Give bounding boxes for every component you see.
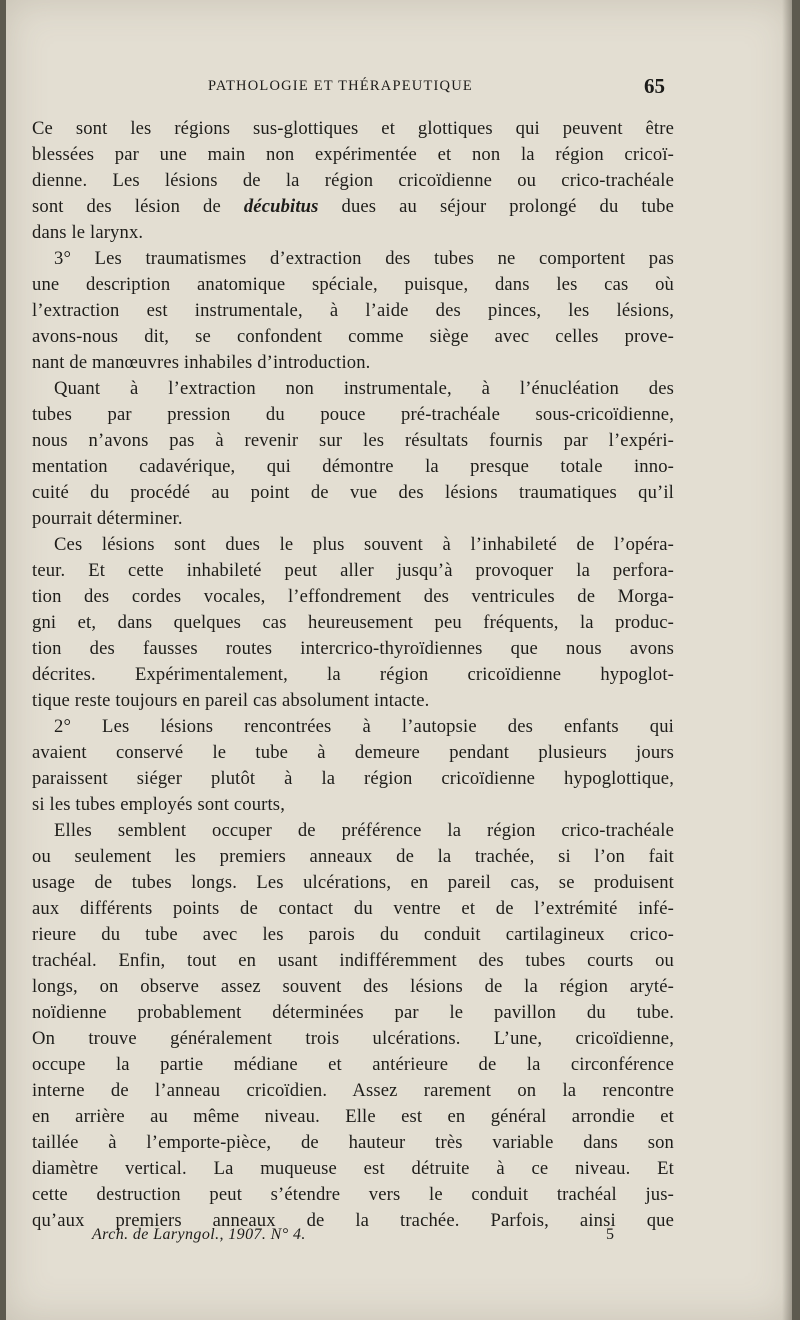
text-line: cette destruction peut s’étendre vers le conduit trachéal jus- xyxy=(32,1184,674,1205)
emphasis-word: décubitus xyxy=(243,196,319,217)
text-line: diamètre vertical. La muqueuse est détruite à ce niveau. Et xyxy=(32,1158,674,1179)
text-segment: sont des lésion de xyxy=(32,196,244,217)
text-line: Ce sont les régions sus-glottiques et glottiques qui peuvent être xyxy=(32,118,674,139)
text-line: blessées par une main non expérimentée et non la région cricoï- xyxy=(32,144,674,165)
text-line: interne de l’anneau cricoïdien. Assez rarement on la rencontre xyxy=(32,1080,674,1101)
document-page xyxy=(6,0,792,1320)
text-line: décrites. Expérimentalement, la région cricoïdienne hypoglot- xyxy=(32,664,674,685)
text-line: une description anatomique spéciale, puisque, dans les cas où xyxy=(32,274,674,295)
text-line: teur. Et cette inhabileté peut aller jusqu’à provoquer la perfora- xyxy=(32,560,674,581)
text-line: occupe la partie médiane et antérieure de la circonférence xyxy=(32,1054,674,1075)
page-footer xyxy=(6,1226,792,1250)
text-line: dienne. Les lésions de la région cricoïdienne ou crico-trachéale xyxy=(32,170,674,191)
text-line: aux différents points de contact du ventre et de l’extrémité infé- xyxy=(32,898,674,919)
text-line: trachéal. Enfin, tout en usant indifféremment des tubes courts ou xyxy=(32,950,674,971)
text-line: noïdienne probablement déterminées par le pavillon du tube. xyxy=(32,1002,674,1023)
text-line: nant de manœuvres inhabiles d’introduction. xyxy=(32,352,371,373)
text-line: nous n’avons pas à revenir sur les résultats fournis par l’expéri- xyxy=(32,430,674,451)
text-line: longs, on observe assez souvent des lésions de la région aryté- xyxy=(32,976,674,997)
text-line: avaient conservé le tube à demeure pendant plusieurs jours xyxy=(32,742,674,763)
running-title: PATHOLOGIE ET THÉRAPEUTIQUE xyxy=(208,78,473,94)
text-line: Quant à l’extraction non instrumentale, à l’énucléation des xyxy=(54,378,674,399)
footer-signature: 5 xyxy=(606,1226,614,1243)
running-head xyxy=(6,74,792,100)
text-line: On trouve généralement trois ulcérations. L’une, cricoïdienne, xyxy=(32,1028,674,1049)
text-line: pourrait déterminer. xyxy=(32,508,183,529)
text-line: tubes par pression du pouce pré-trachéale sous-cricoïdienne, xyxy=(32,404,674,425)
text-line: dans le larynx. xyxy=(32,222,144,243)
text-line: ou seulement les premiers anneaux de la trachée, si l’on fait xyxy=(32,846,674,867)
body-text xyxy=(32,116,674,1234)
text-line: en arrière au même niveau. Elle est en général arrondie et xyxy=(32,1106,674,1127)
text-line: rieure du tube avec les parois du conduit cartilagineux crico- xyxy=(32,924,674,945)
text-line: tique reste toujours en pareil cas absolument intacte. xyxy=(32,690,430,711)
text-line: si les tubes employés sont courts, xyxy=(32,794,285,815)
text-line: taillée à l’emporte-pièce, de hauteur très variable dans son xyxy=(32,1132,674,1153)
page-edge-shadow xyxy=(782,0,792,1320)
text-line: qu’aux premiers anneaux de la trachée. Parfois, ainsi que xyxy=(32,1210,674,1231)
text-line: usage de tubes longs. Les ulcérations, en pareil cas, se produisent xyxy=(32,872,674,893)
text-line: Ces lésions sont dues le plus souvent à l’inhabileté de l’opéra- xyxy=(54,534,674,555)
text-line: avons-nous dit, se confondent comme siège avec celles prove- xyxy=(32,326,674,347)
page-number: 65 xyxy=(644,74,665,98)
text-line: tion des cordes vocales, l’effondrement des ventricules de Morga- xyxy=(32,586,674,607)
text-line: 3° Les traumatismes d’extraction des tubes ne comportent pas xyxy=(54,248,674,269)
text-line: tion des fausses routes intercrico-thyroïdiennes que nous avons xyxy=(32,638,674,659)
text-line: 2° Les lésions rencontrées à l’autopsie des enfants qui xyxy=(54,716,674,737)
footer-citation: Arch. de Laryngol., 1907. N° 4. xyxy=(92,1226,306,1243)
text-line: l’extraction est instrumentale, à l’aide des pinces, les lésions, xyxy=(32,300,674,321)
text-line: mentation cadavérique, qui démontre la presque totale inno- xyxy=(32,456,674,477)
text-line: paraissent siéger plutôt à la région cricoïdienne hypoglottique, xyxy=(32,768,674,789)
text-segment: dues au séjour prolongé du tube xyxy=(318,196,674,217)
text-line: cuité du procédé au point de vue des lésions traumatiques qu’il xyxy=(32,482,674,503)
text-line xyxy=(32,194,674,220)
text-line: Elles semblent occuper de préférence la région crico-trachéale xyxy=(54,820,674,841)
text-line: gni et, dans quelques cas heureusement peu fréquents, la produc- xyxy=(32,612,674,633)
